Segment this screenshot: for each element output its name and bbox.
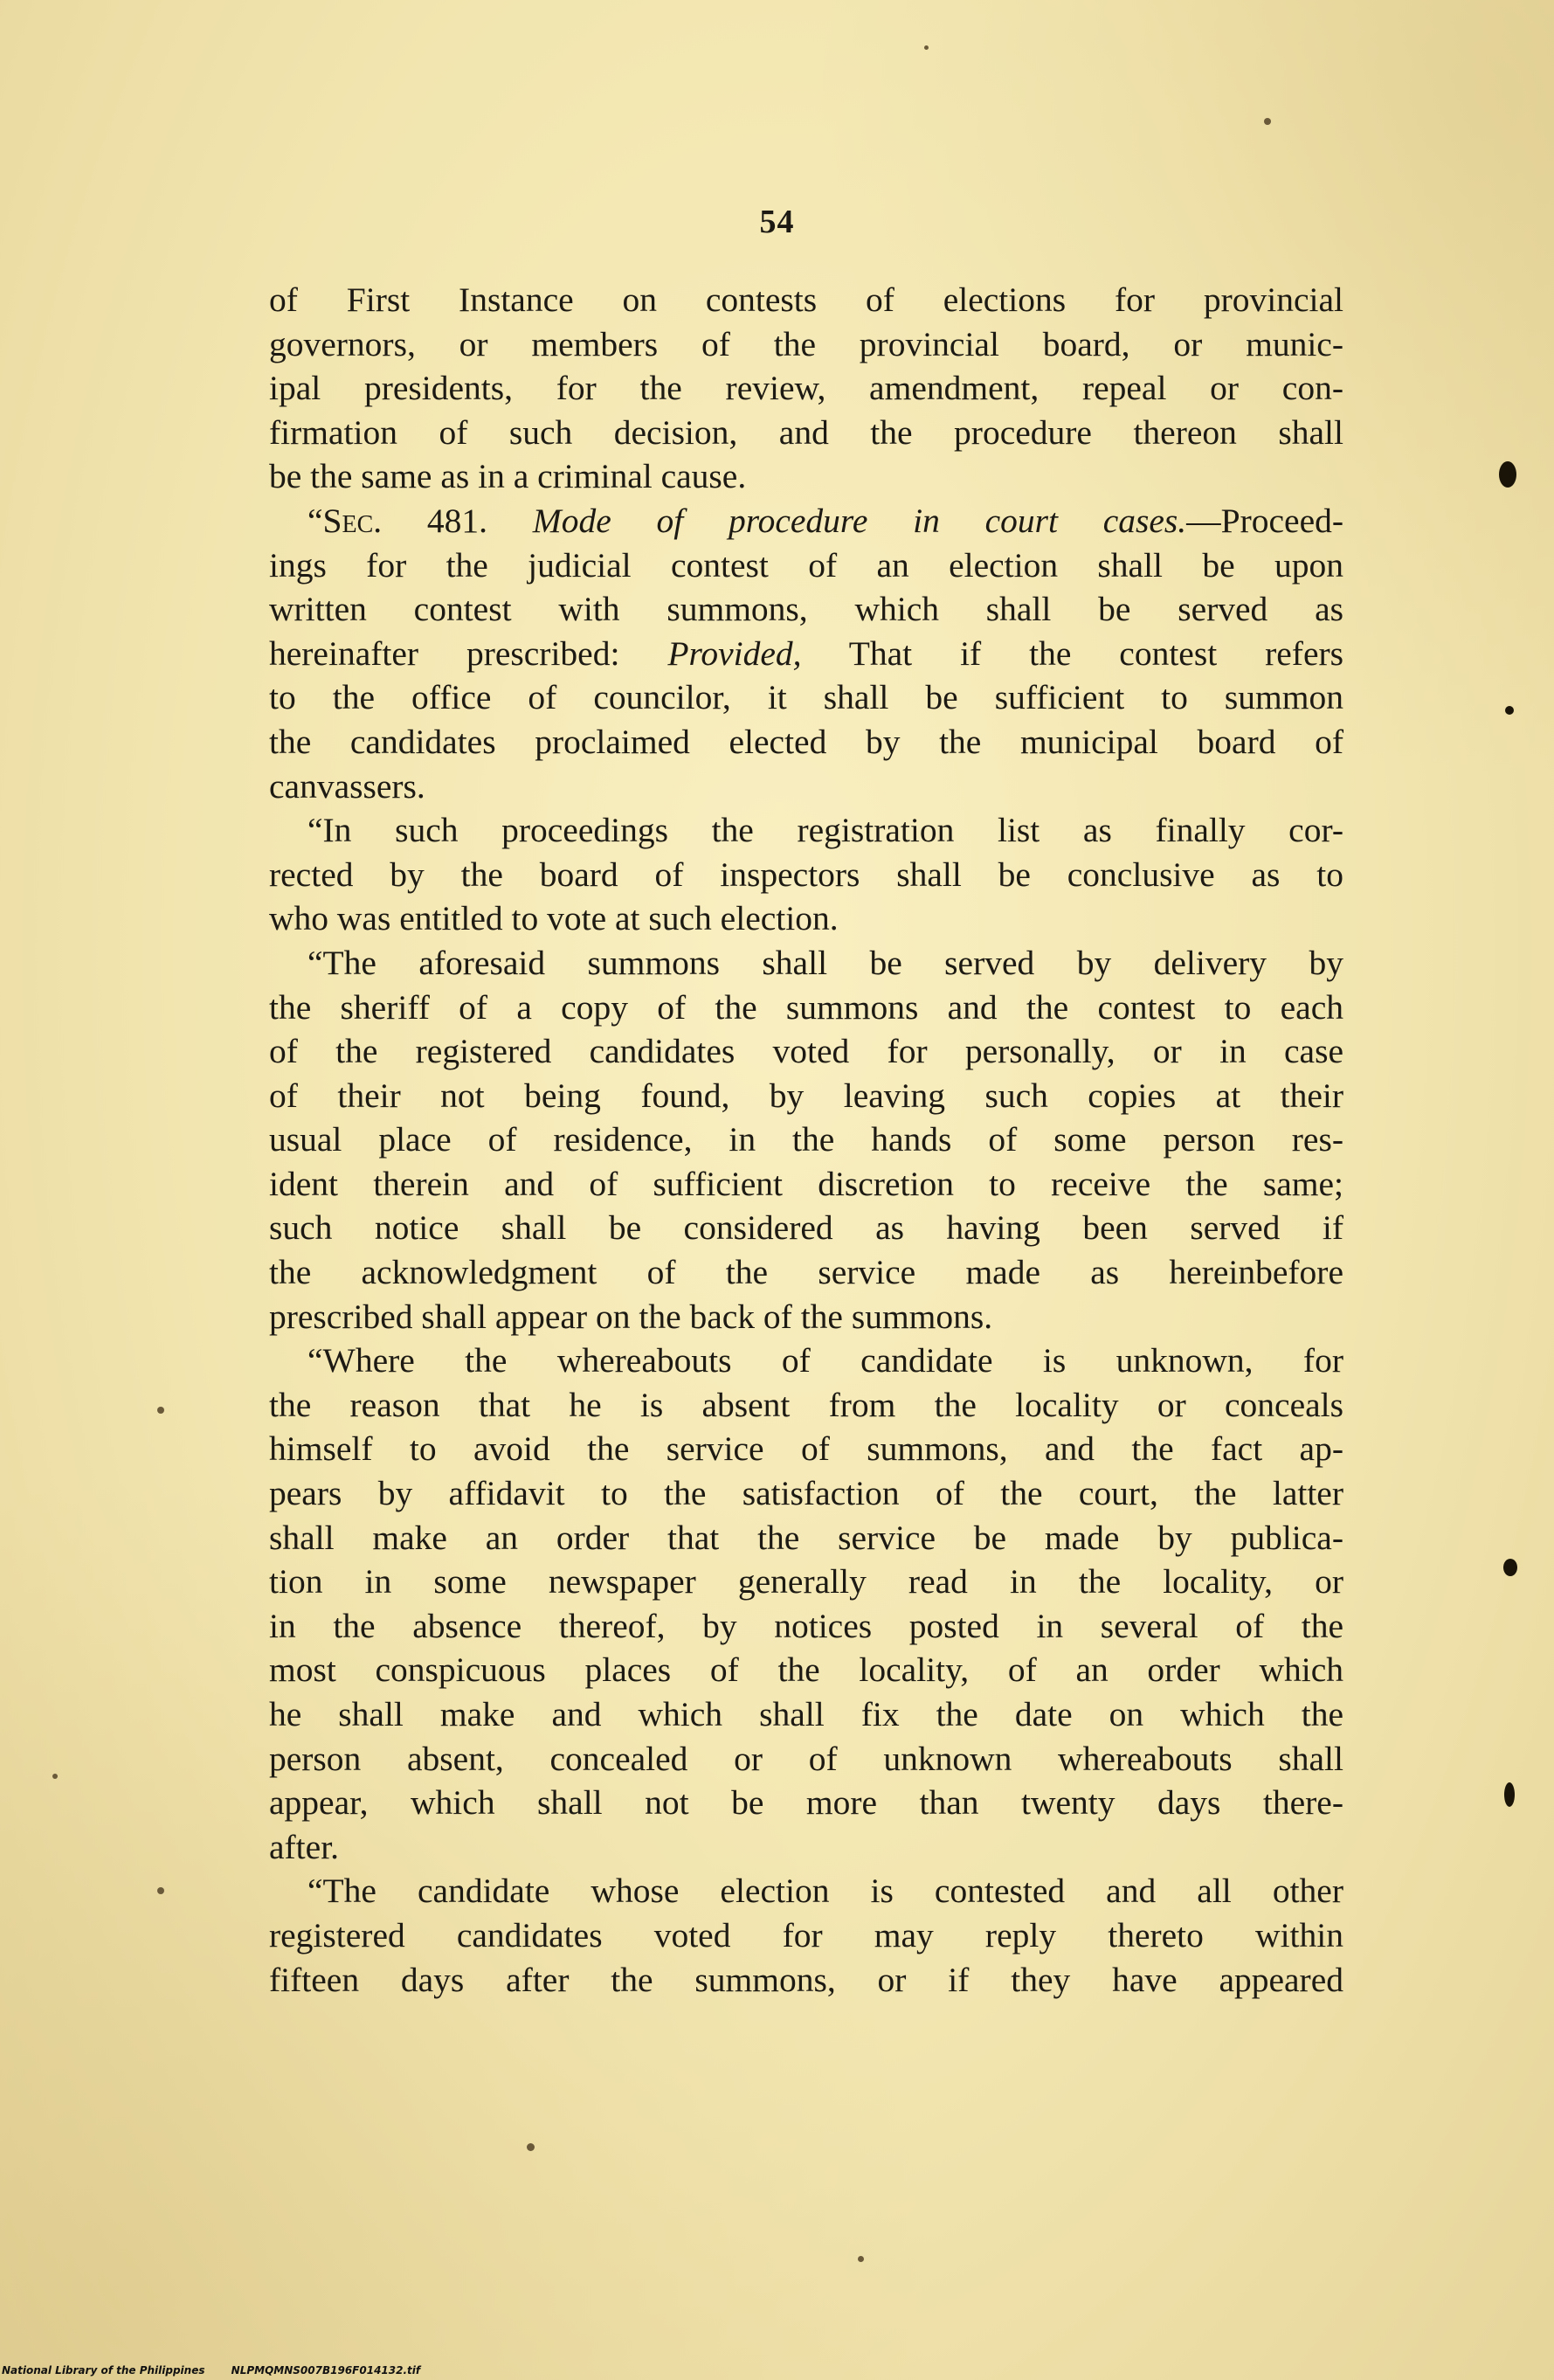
paper-speck: [924, 45, 929, 50]
text-line: canvassers.: [269, 766, 425, 806]
text-line: to the office of councilor, it shall be sufficient to summon: [269, 678, 1343, 717]
provided-line: [269, 632, 1343, 676]
text-line: “The candidate whose election is contested and all other: [307, 1871, 1343, 1911]
file-id: NLPMQMNS007B196F014132.tif: [231, 2364, 421, 2377]
section-481-paragraph: [269, 499, 1343, 808]
text-line: the acknowledgment of the service made as hereinbefore: [269, 1253, 1343, 1292]
registration-list-paragraph: [269, 808, 1343, 941]
text-line: “The aforesaid summons shall be served by delivery by: [307, 943, 1343, 982]
text-line: “In such proceedings the registration list as finally cor-: [307, 811, 1343, 850]
library-credit: National Library of the Philippines: [2, 2364, 205, 2377]
text-line: the sheriff of a copy of the summons and the contest to each: [269, 987, 1343, 1027]
section-number: . 481.: [373, 501, 533, 540]
text-line: the reason that he is absent from the locality or conceals: [269, 1385, 1343, 1424]
unknown-whereabouts-paragraph: [269, 1339, 1343, 1869]
paper-speck: [157, 1407, 164, 1414]
paper-speck: [527, 2143, 535, 2151]
text-line: most conspicuous places of the locality, of an order which: [269, 1650, 1343, 1690]
text-line: firmation of such decision, and the procedure thereon shall: [269, 412, 1343, 452]
page-number: 54: [759, 204, 795, 240]
text-line: fifteen days after the summons, or if they have appeared: [269, 1960, 1343, 1999]
text-line: usual place of residence, in the hands of some person res-: [269, 1120, 1343, 1159]
text-line: prescribed shall appear on the back of the summons.: [269, 1297, 993, 1336]
text-line: ident therein and of sufficient discretion to receive the same;: [269, 1164, 1343, 1203]
text-line: of their not being found, by leaving such copies at their: [269, 1076, 1343, 1115]
binding-hole-mark: [1503, 1559, 1517, 1576]
text-line: ings for the judicial contest of an election shall be upon: [269, 545, 1343, 585]
paragraph-continuation: [269, 278, 1343, 499]
text-line: himself to avoid the service of summons, and the fact ap-: [269, 1429, 1343, 1469]
text-line: ipal presidents, for the review, amendment, repeal or con-: [269, 369, 1343, 408]
open-quote: “: [307, 501, 323, 540]
paper-speck: [858, 2256, 864, 2262]
section-title: Mode of procedure in court cases.: [532, 501, 1187, 540]
text-line: who was entitled to vote at such election.: [269, 899, 839, 938]
text-line: pears by affidavit to the satisfaction of the court, the latter: [269, 1474, 1343, 1513]
paper-speck: [1264, 118, 1271, 125]
paper-speck: [157, 1887, 164, 1894]
text-line: be the same as in a criminal cause.: [269, 457, 747, 496]
section-abbrev: Sec: [322, 501, 374, 540]
text-line: after.: [269, 1827, 340, 1866]
text-line: “Where the whereabouts of candidate is unknown, for: [307, 1341, 1343, 1380]
binding-hole-mark: [1504, 1782, 1515, 1807]
reply-paragraph: [269, 1869, 1343, 2002]
text-line: rected by the board of inspectors shall be conclusive as to: [269, 854, 1343, 894]
section-heading-tail: —Proceed-: [1186, 501, 1344, 540]
text-line: he shall make and which shall fix the date on which the: [269, 1695, 1343, 1733]
text-line: shall make an order that the service be made by publica-: [269, 1518, 1343, 1557]
binding-hole-mark: [1505, 706, 1514, 715]
text-line: tion in some newspaper generally read in the locality, or: [269, 1562, 1343, 1602]
binding-hole-mark: [1499, 461, 1516, 488]
provided-italic: Provided,: [667, 633, 802, 673]
text-line: person absent, concealed or of unknown whereabouts shall: [269, 1739, 1343, 1778]
text-line: registered candidates voted for may reply thereto within: [269, 1915, 1343, 1955]
text-line: governors, or members of the provincial board, or munic-: [269, 324, 1343, 363]
text-line: in the absence thereof, by notices posted in several of the: [269, 1606, 1343, 1645]
section-heading-line: [269, 499, 1343, 543]
text-line: such notice shall be considered as having been served if: [269, 1208, 1343, 1248]
text-line: written contest with summons, which shall be served as: [269, 590, 1343, 629]
text-line: appear, which shall not be more than twenty days there-: [269, 1783, 1343, 1823]
scan-footer: [2, 2364, 443, 2377]
provided-before: hereinafter prescribed:: [269, 633, 668, 673]
text-line: of First Instance on contests of elections for provincial: [269, 280, 1343, 319]
text-line: of the registered candidates voted for personally, or in case: [269, 1032, 1343, 1071]
body-text: [269, 278, 1343, 2002]
text-line: the candidates proclaimed elected by the municipal board of: [269, 722, 1343, 761]
paper-speck: [52, 1774, 58, 1779]
summons-service-paragraph: [269, 941, 1343, 1339]
provided-after: That if the contest refers: [801, 633, 1343, 673]
